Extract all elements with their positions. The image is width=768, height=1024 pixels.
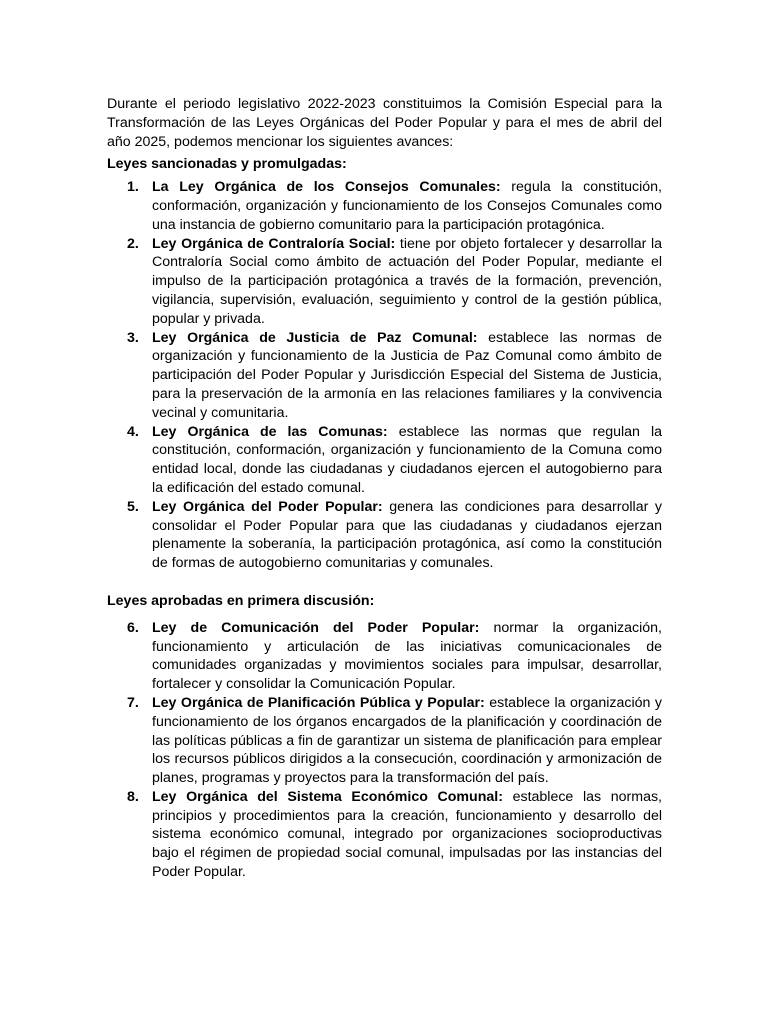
list-item	[107, 619, 662, 694]
list-item	[107, 498, 662, 573]
law-description: establece las normas, principios y procedimientos para la creación, funcionamiento y desarrollo del sistema económico comunal, integrado por organizaciones socioproductivas bajo el régimen de propiedad social comunal, impulsadas por las instancias del Poder Popular.	[152, 788, 662, 881]
law-name: Ley Orgánica de las Comunas:	[152, 423, 388, 440]
law-name: Ley Orgánica del Sistema Económico Comunal:	[152, 788, 503, 805]
law-name: Ley de Comunicación del Poder Popular:	[152, 619, 480, 636]
law-name: Ley Orgánica de Planificación Pública y Popular:	[152, 694, 485, 711]
law-description: establece las normas de organización y funcionamiento de la Justicia de Paz Comunal como ámbito de participación del Poder Popular y Jurisdicción Especial del Sistema de Justicia, para la preservación de la armonía en las relaciones familiares y la convivencia vecinal y comunitaria.	[152, 329, 662, 421]
list-item-number: 2.	[127, 235, 139, 252]
list-item	[107, 178, 662, 234]
section-heading-first-discussion: Leyes aprobadas en primera discusión:	[107, 592, 375, 609]
intro-paragraph: Durante el periodo legislativo 2022-2023 constituimos la Comisión Especial para la Transformación de las Leyes Orgánicas del Poder Popular y para el mes de abril del año 2025, podemos mencionar los siguientes avances:	[107, 96, 662, 150]
law-name: Ley Orgánica del Poder Popular:	[152, 498, 383, 515]
law-description: genera las condiciones para desarrollar y consolidar el Poder Popular para que las ciudadanas y ciudadanos ejerzan plenamente la soberanía, la participación protagónica, así como la constitución de formas de autogobierno comunitarias y comunales.	[152, 498, 663, 572]
sanctioned-laws-list	[107, 178, 662, 573]
section-heading-sanctioned: Leyes sancionadas y promulgadas:	[107, 156, 347, 173]
list-item-number: 3.	[127, 329, 139, 346]
law-description: establece la organización y funcionamiento de los órganos encargados de la planificación y coordinación de las políticas públicas a fin de garantizar un sistema de planificación para emplear los recursos públicos dirigidos a la consecución, coordinación y armonización de planes, programas y proyectos para la transformación del país.	[152, 694, 663, 787]
list-item	[107, 423, 662, 498]
list-item	[107, 235, 662, 329]
law-name: Ley Orgánica de Justicia de Paz Comunal:	[152, 329, 478, 346]
list-item-number: 1.	[127, 179, 139, 196]
first-discussion-laws-list	[107, 619, 662, 882]
list-item	[107, 329, 662, 423]
law-name: La Ley Orgánica de los Consejos Comunales:	[152, 179, 501, 196]
list-item-number: 5.	[127, 498, 139, 515]
list-item-number: 6.	[127, 619, 139, 636]
law-description: tiene por objeto fortalecer y desarrollar la Contraloría Social como ámbito de actuación del Poder Popular, mediante el impulso de la participación protagónica a través de la formación, prevención, vigilancia, supervisión, evaluación, seguimiento y control de la gestión pública, popular y privada.	[152, 235, 663, 327]
law-name: Ley Orgánica de Contraloría Social:	[152, 235, 396, 252]
list-item-number: 7.	[127, 694, 139, 711]
list-item	[107, 694, 662, 788]
law-description: normar la organización, funcionamiento y articulación de las iniciativas comunicacionales de comunidades organizadas y movimientos sociales para impulsar, desarrollar, fortalecer y consolidar la Comunicación Popular.	[152, 619, 662, 693]
law-description: establece las normas que regulan la constitución, conformación, organización y funcionamiento de la Comuna como entidad local, donde las ciudadanas y ciudadanos ejercen el autogobierno para la edificación del estado comunal.	[152, 423, 662, 496]
list-item-number: 4.	[127, 423, 139, 440]
list-item-number: 8.	[127, 788, 139, 805]
list-item	[107, 788, 662, 882]
law-description: regula la constitución, conformación, organización y funcionamiento de los Consejos Comunales como una instancia de gobierno comunitario para la participación protagónica.	[152, 179, 662, 233]
